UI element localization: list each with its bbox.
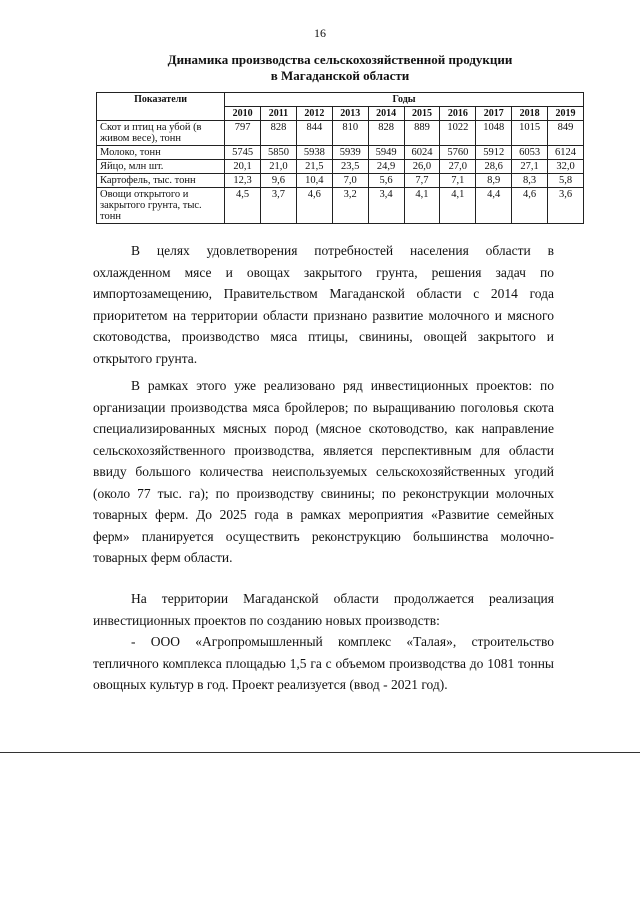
table-title bbox=[90, 52, 590, 84]
header-indicator: Показатели bbox=[97, 93, 225, 121]
table-row bbox=[97, 188, 584, 224]
table-cell: 21,5 bbox=[296, 160, 332, 174]
table-cell: 1022 bbox=[440, 121, 476, 146]
year-header: 2016 bbox=[440, 107, 476, 121]
table-cell: 810 bbox=[332, 121, 368, 146]
table-cell: 32,0 bbox=[548, 160, 584, 174]
paragraph-1: В целях удовлетворения потребностей населения области в охлажденном мясе и овощах закрытого грунта, решения задач по импортозамещению, Правительством Магаданской области с 2014 года приоритетом на территории области признано развитие молочного и мясного скотоводства, производство мяса птицы, свинины, овощей закрытого и открытого грунта. bbox=[93, 243, 554, 366]
table-cell: 889 bbox=[404, 121, 440, 146]
year-header: 2010 bbox=[225, 107, 261, 121]
table-cell: 8,9 bbox=[476, 174, 512, 188]
year-header: 2011 bbox=[261, 107, 297, 121]
year-header: 2015 bbox=[404, 107, 440, 121]
table-cell: 21,0 bbox=[261, 160, 297, 174]
paragraph-2: В рамках этого уже реализовано ряд инвестиционных проектов: по организации производства мяса бройлеров; по выращиванию поголовья скота специализированных мясных пород (мясное скотоводство, как направление сельскохозяйственного производства, является перспективным для области ввиду большого количества неиспользуемых сельскохозяйственных угодий (около 77 тыс. га); по производству свинины; по реконструкции молочных товарных ферм. До 2025 года в рамках мероприятия «Развитие семейных ферм» планируется осуществить реконструкцию большинства молочно-товарных ферм области. bbox=[93, 378, 554, 565]
row-label: Молоко, тонн bbox=[97, 146, 225, 160]
year-header: 2018 bbox=[512, 107, 548, 121]
table-cell: 3,2 bbox=[332, 188, 368, 224]
table-cell: 4,6 bbox=[296, 188, 332, 224]
table-cell: 24,9 bbox=[368, 160, 404, 174]
table-cell: 5850 bbox=[261, 146, 297, 160]
table-row bbox=[97, 146, 584, 160]
table-cell: 844 bbox=[296, 121, 332, 146]
table-cell: 10,4 bbox=[296, 174, 332, 188]
title-line-1: Динамика производства сельскохозяйственной продукции bbox=[167, 52, 513, 67]
table-cell: 28,6 bbox=[476, 160, 512, 174]
year-header: 2012 bbox=[296, 107, 332, 121]
table-cell: 4,1 bbox=[404, 188, 440, 224]
table-cell: 1048 bbox=[476, 121, 512, 146]
table-cell: 20,1 bbox=[225, 160, 261, 174]
table-cell: 1015 bbox=[512, 121, 548, 146]
year-header: 2019 bbox=[548, 107, 584, 121]
table-cell: 3,7 bbox=[261, 188, 297, 224]
table-cell: 12,3 bbox=[225, 174, 261, 188]
table-cell: 828 bbox=[368, 121, 404, 146]
table-cell: 5939 bbox=[332, 146, 368, 160]
year-header: 2017 bbox=[476, 107, 512, 121]
table-cell: 6024 bbox=[404, 146, 440, 160]
row-label: Скот и птиц на убой (в живом весе), тонн bbox=[97, 121, 225, 146]
table-cell: 9,6 bbox=[261, 174, 297, 188]
table-row bbox=[97, 160, 584, 174]
table-cell: 4,5 bbox=[225, 188, 261, 224]
table-cell: 828 bbox=[261, 121, 297, 146]
table-cell: 5745 bbox=[225, 146, 261, 160]
row-label: Картофель, тыс. тонн bbox=[97, 174, 225, 188]
table-cell: 5949 bbox=[368, 146, 404, 160]
table-cell: 849 bbox=[548, 121, 584, 146]
table-cell: 23,5 bbox=[332, 160, 368, 174]
header-years: Годы bbox=[225, 93, 584, 107]
table-cell: 7,1 bbox=[440, 174, 476, 188]
table-cell: 5760 bbox=[440, 146, 476, 160]
table-row bbox=[97, 174, 584, 188]
table-body bbox=[97, 121, 584, 224]
table-cell: 5,8 bbox=[548, 174, 584, 188]
table-cell: 797 bbox=[225, 121, 261, 146]
table-cell: 5912 bbox=[476, 146, 512, 160]
table-cell: 3,6 bbox=[548, 188, 584, 224]
table-cell: 26,0 bbox=[404, 160, 440, 174]
table-cell: 8,3 bbox=[512, 174, 548, 188]
table-cell: 7,7 bbox=[404, 174, 440, 188]
table-cell: 27,1 bbox=[512, 160, 548, 174]
paragraph-4: - ООО «Агропромышленный комплекс «Талая», строительство тепличного комплекса площадью 1,5 га с объемом производства до 1081 тонны овощных культур в год. Проект реализуется (ввод - 2021 год). bbox=[93, 634, 554, 692]
table-cell: 4,1 bbox=[440, 188, 476, 224]
table-cell: 4,4 bbox=[476, 188, 512, 224]
table-cell: 3,4 bbox=[368, 188, 404, 224]
table-cell: 6053 bbox=[512, 146, 548, 160]
title-line-2: в Магаданской области bbox=[270, 68, 410, 83]
table-cell: 5938 bbox=[296, 146, 332, 160]
table-cell: 27,0 bbox=[440, 160, 476, 174]
table-row bbox=[97, 121, 584, 146]
table-cell: 6124 bbox=[548, 146, 584, 160]
footer-rule bbox=[0, 752, 640, 753]
paragraph-3: На территории Магаданской области продолжается реализация инвестиционных проектов по созданию новых производств: bbox=[93, 591, 554, 628]
page-number: 16 bbox=[314, 26, 326, 40]
row-label: Яйцо, млн шт. bbox=[97, 160, 225, 174]
table-cell: 7,0 bbox=[332, 174, 368, 188]
table-cell: 5,6 bbox=[368, 174, 404, 188]
year-header: 2014 bbox=[368, 107, 404, 121]
production-table bbox=[96, 92, 584, 224]
year-header: 2013 bbox=[332, 107, 368, 121]
table-cell: 4,6 bbox=[512, 188, 548, 224]
row-label: Овощи открытого и закрытого грунта, тыс. тонн bbox=[97, 188, 225, 224]
